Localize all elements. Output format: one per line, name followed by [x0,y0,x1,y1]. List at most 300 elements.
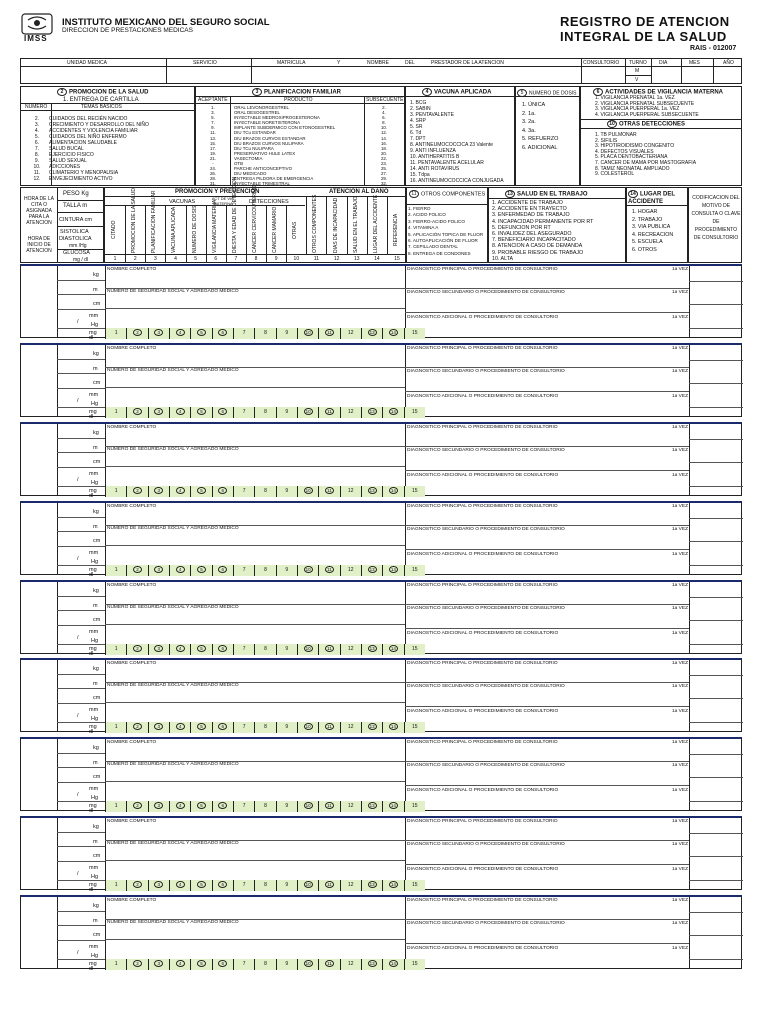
record-slash-label: / [77,792,79,798]
code-cell[interactable]: 10 [297,959,318,970]
code-cell[interactable]: 13 [361,565,382,576]
mid-col-label: PROMOCION DE LA SALUD [131,187,138,253]
nss-field[interactable]: NUMERO DE SEGURIDAD SOCIAL Y AGREGADO MEDICO [107,368,239,373]
code-cell[interactable]: 8 [254,959,275,970]
code-cell[interactable]: 10 [297,328,318,339]
sec3-prod: DIU TCu NULIPARA [234,145,274,151]
dx3-field[interactable]: DIAGNOSTICO ADICIONAL O PROCEDIMIENTO DE CONSULTORIO [407,552,559,557]
code-cell[interactable]: 1 [105,644,126,655]
code-cell[interactable]: 9 [276,486,297,497]
code-cell[interactable]: 3 [148,722,169,733]
code-cell[interactable]: 5 [190,644,211,655]
dx1-field[interactable]: DIAGNOSTICO PRINCIPAL O PROCEDIMIENTO DE CONSULTORIO [407,267,558,272]
code-cell[interactable]: 6 [212,959,233,970]
primera-vez-label: 1a VEZ [672,267,688,272]
dx2-field[interactable]: DIAGNOSTICO SECUNDARIO O PROCEDIMIENTO DE CONSULTORIO [407,527,565,532]
record-kg-label: kg [93,824,99,830]
record-m-label: m [93,681,98,687]
code-cell[interactable]: 2 [126,328,147,339]
mid-col-label: VACUNA APLICADA [171,206,178,253]
dx1-field[interactable]: DIAGNOSTICO PRINCIPAL O PROCEDIMIENTO DE CONSULTORIO [407,819,558,824]
code-cell[interactable]: 1 [105,565,126,576]
code-cell[interactable]: 13 [361,880,382,891]
mid-col-label: PLANIFICACION FAMILIAR [151,190,158,253]
list-item: 2. ACIDO FOLICO [408,212,446,218]
sec2-col-temas: TEMAS BASICOS [81,104,122,110]
code-cell[interactable]: 15 [404,801,425,812]
code-cell[interactable]: 15 [404,880,425,891]
code-cell[interactable]: 11 [318,644,339,655]
code-cell[interactable]: 7 [233,959,254,970]
patient-record [20,737,742,814]
code-cell[interactable]: 3 [148,880,169,891]
code-cell[interactable]: 8 [254,328,275,339]
code-cell[interactable]: 3 [148,959,169,970]
primera-vez-label: 1a VEZ [672,631,688,636]
code-cell[interactable]: 10 [297,565,318,576]
list-item: 2. 1a. [522,110,536,117]
sec2-tema: CLIMATERIO Y MENOPAUSIA [49,170,119,176]
code-cell[interactable]: 2 [126,880,147,891]
nss-field[interactable]: NUMERO DE SEGURIDAD SOCIAL Y AGREGADO MEDICO [107,447,239,452]
list-item: 1. FIERRO [408,206,431,211]
dx3-field[interactable]: DIAGNOSTICO ADICIONAL O PROCEDIMIENTO DE CONSULTORIO [407,315,559,320]
code-cell[interactable]: 5 [190,565,211,576]
nss-field[interactable]: NUMERO DE SEGURIDAD SOCIAL Y AGREGADO MEDICO [107,526,239,531]
codification-text: CODIFICACION DEL MOTIVO DE CONSULTA O CLAVE DE PROCEDIMIENTO DE CONSULTORIO [691,195,741,241]
code-cell[interactable]: 13 [361,328,382,339]
code-cell[interactable]: 14 [382,407,403,418]
nombre-field[interactable]: NOMBRE COMPLETO [107,819,157,824]
dx2-field[interactable]: DIAGNOSTICO SECUNDARIO O PROCEDIMIENTO DE CONSULTORIO [407,606,565,611]
record-slash-label: / [77,635,79,641]
code-cell[interactable]: 9 [276,959,297,970]
dx2-field[interactable]: DIAGNOSTICO SECUNDARIO O PROCEDIMIENTO DE CONSULTORIO [407,448,565,453]
mid-col-label: OTROS COMPONENTES [312,194,319,253]
record-code-numbers [105,880,425,891]
form-code: RAIS - 012007 [690,45,737,52]
code-cell[interactable]: 11 [318,722,339,733]
code-cell[interactable]: 10 [297,644,318,655]
record-cm-label: cm [93,853,101,859]
code-cell[interactable]: 10 [297,880,318,891]
primera-vez-label: 1a VEZ [672,946,688,951]
code-cell[interactable]: 1 [105,801,126,812]
record-dl-label: dl [89,414,94,420]
code-cell[interactable]: 5 [190,880,211,891]
code-cell[interactable]: 6 [212,801,233,812]
sec2-tema: CRECIMIENTO Y DESARROLLO DEL NIÑO [49,122,149,128]
list-item: 2. ACCIDENTE EN TRAYECTO [492,206,567,213]
diastolica-label: DIASTOLICA [59,236,92,242]
code-cell[interactable]: 3 [148,328,169,339]
record-hg-label: Hg [91,795,99,801]
dx3-field[interactable]: DIAGNOSTICO ADICIONAL O PROCEDIMIENTO DE CONSULTORIO [407,631,559,636]
code-cell[interactable]: 10 [297,407,318,418]
sec2-num: 10. [33,164,41,170]
code-cell[interactable]: 7 [233,486,254,497]
code-cell[interactable]: 3 [148,565,169,576]
primera-vez-label: 1a VEZ [672,606,688,611]
code-cell[interactable]: 11 [318,407,339,418]
section-vigilancia [580,86,742,186]
nss-field[interactable]: NUMERO DE SEGURIDAD SOCIAL Y AGREGADO MEDICO [107,289,239,294]
record-hg-label: Hg [91,322,99,328]
code-cell[interactable]: 9 [276,407,297,418]
record-cm-label: cm [93,459,101,465]
code-cell[interactable]: 3 [148,644,169,655]
code-cell[interactable]: 15 [404,407,425,418]
dx1-field[interactable]: DIAGNOSTICO PRINCIPAL O PROCEDIMIENTO DE CONSULTORIO [407,425,558,430]
sec3-acept: 13. [209,135,217,141]
code-cell[interactable]: 12 [340,565,361,576]
code-cell[interactable]: 15 [404,644,425,655]
code-cell[interactable]: 2 [126,801,147,812]
code-cell[interactable]: 2 [126,722,147,733]
record-code-numbers [105,407,425,418]
code-cell[interactable]: 4 [169,722,190,733]
list-item: 4. DEFECTOS VISUALES [595,148,654,155]
dx2-field[interactable]: DIAGNOSTICO SECUNDARIO O PROCEDIMIENTO DE CONSULTORIO [407,290,565,295]
record-kg-label: kg [93,588,99,594]
record-slash-label: / [77,319,79,325]
code-cell[interactable]: 1 [105,722,126,733]
list-item: 5. SR [410,124,423,130]
list-item: 5. DEFUNCION POR RT [492,224,551,231]
dx1-field[interactable]: DIAGNOSTICO PRINCIPAL O PROCEDIMIENTO DE CONSULTORIO [407,583,558,588]
code-cell[interactable]: 14 [382,880,403,891]
code-cell[interactable]: 6 [212,328,233,339]
record-kg-label: kg [93,351,99,357]
dx2-field[interactable]: DIAGNOSTICO SECUNDARIO O PROCEDIMIENTO DE CONSULTORIO [407,921,565,926]
hora-inicio: HORA DE INICIO DE ATENCION [26,236,52,254]
mid-col-label: SALUD EN EL TRABAJO [352,196,359,253]
primera-vez-label: 1a VEZ [672,315,688,320]
anio-label: AÑO [723,60,734,66]
code-cell[interactable]: 10 [297,801,318,812]
code-cell[interactable]: 8 [254,880,275,891]
code-cell[interactable]: 12 [340,801,361,812]
code-cell[interactable]: 6 [212,565,233,576]
record-m-label: m [93,366,98,372]
code-cell[interactable]: 8 [254,644,275,655]
code-cell[interactable]: 15 [404,565,425,576]
code-cell[interactable]: 1 [105,328,126,339]
sec3-col-subs: SUBSECUENTE [366,97,404,103]
consultorio-label: CONSULTORIO [583,60,620,66]
list-item: 1. VIGILANCIA PRENATAL 1a. VEZ [595,95,675,101]
list-item: 3. ENFERMEDAD DE TRABAJO [492,212,570,219]
list-item: 15. Tdpa [410,172,430,178]
code-cell[interactable]: 4 [169,328,190,339]
code-cell[interactable]: 7 [233,565,254,576]
code-cell[interactable]: 3 [148,407,169,418]
nss-field[interactable]: NUMERO DE SEGURIDAD SOCIAL Y AGREGADO MEDICO [107,605,239,610]
code-cell[interactable]: 15 [404,328,425,339]
y-label: Y [337,60,341,66]
mid-col-label: CANCER MAMARIO [272,206,279,253]
sec3-subs: 20. [380,150,388,156]
code-cell[interactable]: 3 [148,486,169,497]
record-mm-label: mm [89,786,99,792]
dx3-field[interactable]: DIAGNOSTICO ADICIONAL O PROCEDIMIENTO DE CONSULTORIO [407,394,559,399]
act-vig-head: ACT DE VIG MATERNA [211,196,235,206]
code-cell[interactable]: 14 [382,801,403,812]
record-mg-label: mg [89,724,97,730]
code-cell[interactable]: 5 [190,486,211,497]
patient-record [20,501,742,578]
mgdl-label: mg / dl [73,257,89,263]
promo-prev-head: PROMOCION Y PREVENCION [175,189,260,195]
code-cell[interactable]: 15 [404,486,425,497]
sec6-list [595,96,699,118]
mid-col-label: DIAS DE INCAPACIDAD [332,197,339,253]
code-cell[interactable]: 12 [340,880,361,891]
code-cell[interactable]: 13 [361,407,382,418]
record-mg-label: mg [89,646,97,652]
code-cell[interactable]: 7 [233,801,254,812]
record-mm-label: mm [89,471,99,477]
code-cell[interactable]: 13 [361,722,382,733]
list-item: 16. ANTINEUMOCOCCICA CONJUGADA [410,178,504,184]
dx2-field[interactable]: DIAGNOSTICO SECUNDARIO O PROCEDIMIENTO DE CONSULTORIO [407,763,565,768]
code-cell[interactable]: 11 [318,486,339,497]
nombre-field[interactable]: NOMBRE COMPLETO [107,267,157,272]
record-hg-label: Hg [91,874,99,880]
list-item: 4. RECREACION [632,231,674,238]
record-mg-label: mg [89,961,97,967]
code-cell[interactable]: 14 [382,565,403,576]
sec2-num: 6. [34,140,40,146]
record-m-label: m [93,839,98,845]
dx3-field[interactable]: DIAGNOSTICO ADICIONAL O PROCEDIMIENTO DE CONSULTORIO [407,867,559,872]
code-cell[interactable]: 1 [105,959,126,970]
code-cell[interactable]: 9 [276,565,297,576]
record-cm-label: cm [93,774,101,780]
code-cell[interactable]: 1 [105,880,126,891]
code-cell[interactable]: 5 [190,407,211,418]
record-m-label: m [93,287,98,293]
primera-vez-label: 1a VEZ [672,473,688,478]
dx3-field[interactable]: DIAGNOSTICO ADICIONAL O PROCEDIMIENTO DE CONSULTORIO [407,946,559,951]
record-mg-label: mg [89,567,97,573]
patient-record [20,580,742,657]
code-cell[interactable]: 12 [340,644,361,655]
code-cell[interactable]: 6 [212,880,233,891]
mes-label: MES [689,60,700,66]
code-cell[interactable]: 3 [148,801,169,812]
nss-field[interactable]: NUMERO DE SEGURIDAD SOCIAL Y AGREGADO MEDICO [107,762,239,767]
list-item: 2. SABIN [410,106,431,112]
code-cell[interactable]: 13 [361,959,382,970]
code-cell[interactable]: 12 [340,959,361,970]
mid-col-number: 10 [293,256,300,262]
code-cell[interactable]: 2 [126,486,147,497]
atencion-dano-head: ATENCION AL DAÑO [329,189,389,195]
record-slash-label: / [77,713,79,719]
record-mm-label: mm [89,707,99,713]
list-item: 1. HOGAR [632,209,658,215]
nombre-field[interactable]: NOMBRE COMPLETO [107,425,157,430]
dx2-field[interactable]: DIAGNOSTICO SECUNDARIO O PROCEDIMIENTO DE CONSULTORIO [407,684,565,689]
nss-field[interactable]: NUMERO DE SEGURIDAD SOCIAL Y AGREGADO MEDICO [107,683,239,688]
sec3-list [196,105,406,187]
code-cell[interactable]: 13 [361,801,382,812]
code-cell[interactable]: 9 [276,722,297,733]
nss-field[interactable]: NUMERO DE SEGURIDAD SOCIAL Y AGREGADO MEDICO [107,920,239,925]
section-lugar-accidente [626,187,688,263]
sec3-col-prod: PRODUCTO [284,97,313,103]
code-cell[interactable]: 14 [382,328,403,339]
code-cell[interactable]: 2 [126,407,147,418]
sec3-subs: 32. [380,181,388,187]
dx1-field[interactable]: DIAGNOSTICO PRINCIPAL O PROCEDIMIENTO DE CONSULTORIO [407,740,558,745]
code-cell[interactable]: 5 [190,801,211,812]
sec3-acept: 17. [209,145,217,151]
code-cell[interactable]: 4 [169,880,190,891]
turno-v[interactable]: V [635,77,639,83]
code-cell[interactable]: 13 [361,644,382,655]
list-item: 4. SRP [410,118,426,124]
code-cell[interactable]: 1 [105,407,126,418]
code-cell[interactable]: 8 [254,486,275,497]
code-cell[interactable]: 11 [318,959,339,970]
code-cell[interactable]: 2 [126,959,147,970]
list-item: 2. VIGILANCIA PRENATAL SUBSECUENTE [595,100,695,107]
sec3-acept: 3. [211,110,215,116]
dia-label: DIA [659,60,668,66]
dx3-field[interactable]: DIAGNOSTICO ADICIONAL O PROCEDIMIENTO DE CONSULTORIO [407,788,559,793]
code-cell[interactable]: 11 [318,801,339,812]
code-cell[interactable]: 4 [169,486,190,497]
code-cell[interactable]: 15 [404,722,425,733]
nombre-field[interactable]: NOMBRE COMPLETO [107,583,157,588]
sec3-acept: 28. [209,176,217,182]
code-cell[interactable]: 4 [169,959,190,970]
code-cell[interactable]: 10 [297,722,318,733]
code-cell[interactable]: 12 [340,486,361,497]
dx3-field[interactable]: DIAGNOSTICO ADICIONAL O PROCEDIMIENTO DE CONSULTORIO [407,709,559,714]
code-cell[interactable]: 7 [233,407,254,418]
primera-vez-label: 1a VEZ [672,527,688,532]
record-hg-label: Hg [91,638,99,644]
code-cell[interactable]: 7 [233,880,254,891]
nombre-field[interactable]: NOMBRE COMPLETO [107,504,157,509]
dx2-field[interactable]: DIAGNOSTICO SECUNDARIO O PROCEDIMIENTO DE CONSULTORIO [407,842,565,847]
code-cell[interactable]: 5 [190,959,211,970]
sec3-subs: 25. [380,166,388,172]
code-cell[interactable]: 10 [297,486,318,497]
code-cell[interactable]: 7 [233,722,254,733]
code-cell[interactable]: 5 [190,722,211,733]
code-cell[interactable]: 8 [254,722,275,733]
nss-field[interactable]: NUMERO DE SEGURIDAD SOCIAL Y AGREGADO MEDICO [107,841,239,846]
code-cell[interactable]: 11 [318,328,339,339]
nombre-field[interactable]: NOMBRE COMPLETO [107,661,157,666]
code-cell[interactable]: 15 [404,959,425,970]
code-cell[interactable]: 4 [169,407,190,418]
code-cell[interactable]: 11 [318,880,339,891]
primera-vez-label: 1a VEZ [672,921,688,926]
code-cell[interactable]: 12 [340,328,361,339]
code-cell[interactable]: 8 [254,565,275,576]
code-cell[interactable]: 4 [169,565,190,576]
list-item: 1. BCG [410,100,427,106]
code-cell[interactable]: 9 [276,801,297,812]
turno-m[interactable]: M [635,68,640,74]
dx2-field[interactable]: DIAGNOSTICO SECUNDARIO O PROCEDIMIENTO DE CONSULTORIO [407,369,565,374]
dx3-field[interactable]: DIAGNOSTICO ADICIONAL O PROCEDIMIENTO DE CONSULTORIO [407,473,559,478]
code-cell[interactable]: 5 [190,328,211,339]
code-cell[interactable]: 12 [340,407,361,418]
list-item: 4. VIGILANCIA PUERPERAL SUBSECUENTE [595,111,699,118]
dx1-field[interactable]: DIAGNOSTICO PRINCIPAL O PROCEDIMIENTO DE CONSULTORIO [407,898,558,903]
sec2-tema: SALUD BUCAL [49,146,84,152]
code-cell[interactable]: 6 [212,722,233,733]
code-cell[interactable]: 4 [169,801,190,812]
code-cell[interactable]: 6 [212,407,233,418]
code-cell[interactable]: 13 [361,486,382,497]
list-item: 9. ANTI INFLUENZA [410,148,456,154]
mid-col-label: DIESTA Y EDAD DE DETECCION [231,176,238,253]
list-item: 3. FIERRO-ACIDO FOLICO [408,218,465,224]
nombre-field[interactable]: NOMBRE COMPLETO [107,346,157,351]
sec3-prod: PARCHE ANTICONCEPTIVO [234,166,292,172]
code-cell[interactable]: 14 [382,959,403,970]
code-cell[interactable]: 7 [233,644,254,655]
code-cell[interactable]: 9 [276,644,297,655]
primera-vez-label: 1a VEZ [672,583,688,588]
form-title-line2: INTEGRAL DE LA SALUD [560,29,727,44]
institute-name: INSTITUTO MEXICANO DEL SEGURO SOCIAL [62,17,270,28]
code-cell[interactable]: 12 [340,722,361,733]
primera-vez-label: 1a VEZ [672,552,688,557]
sec3-acept: 1. [211,105,215,110]
sec3-acept: 31. [209,181,217,187]
sec2-list [25,116,193,182]
dx1-field[interactable]: DIAGNOSTICO PRINCIPAL O PROCEDIMIENTO DE CONSULTORIO [407,661,558,666]
code-cell[interactable]: 7 [233,328,254,339]
sec3-prod: DIU BRAZOS CURVOS ESTANDAR [234,135,306,141]
code-cell[interactable]: 2 [126,644,147,655]
code-cell[interactable]: 1 [105,486,126,497]
code-cell[interactable]: 4 [169,644,190,655]
nombre-field[interactable]: NOMBRE COMPLETO [107,898,157,903]
record-slash-label: / [77,556,79,562]
mid-col-number: 6 [214,256,218,262]
code-cell[interactable]: 6 [212,486,233,497]
code-cell[interactable]: 9 [276,328,297,339]
dx1-field[interactable]: DIAGNOSTICO PRINCIPAL O PROCEDIMIENTO DE CONSULTORIO [407,346,558,351]
code-cell[interactable]: 2 [126,565,147,576]
record-dl-label: dl [89,887,94,893]
code-cell[interactable]: 14 [382,486,403,497]
code-cell[interactable]: 9 [276,880,297,891]
list-item: 5. ESCUELA [632,239,663,245]
record-code-numbers [105,959,425,970]
code-cell[interactable]: 6 [212,644,233,655]
record-m-label: m [93,445,98,451]
code-cell[interactable]: 8 [254,801,275,812]
nombre-field[interactable]: NOMBRE COMPLETO [107,740,157,745]
code-cell[interactable]: 14 [382,722,403,733]
del-label: DEL [405,60,415,66]
sec2-title: 2 PROMOCION DE LA SALUD [57,88,148,96]
dx1-field[interactable]: DIAGNOSTICO PRINCIPAL O PROCEDIMIENTO DE CONSULTORIO [407,504,558,509]
code-cell[interactable]: 11 [318,565,339,576]
code-cell[interactable]: 14 [382,644,403,655]
code-cell[interactable]: 8 [254,407,275,418]
